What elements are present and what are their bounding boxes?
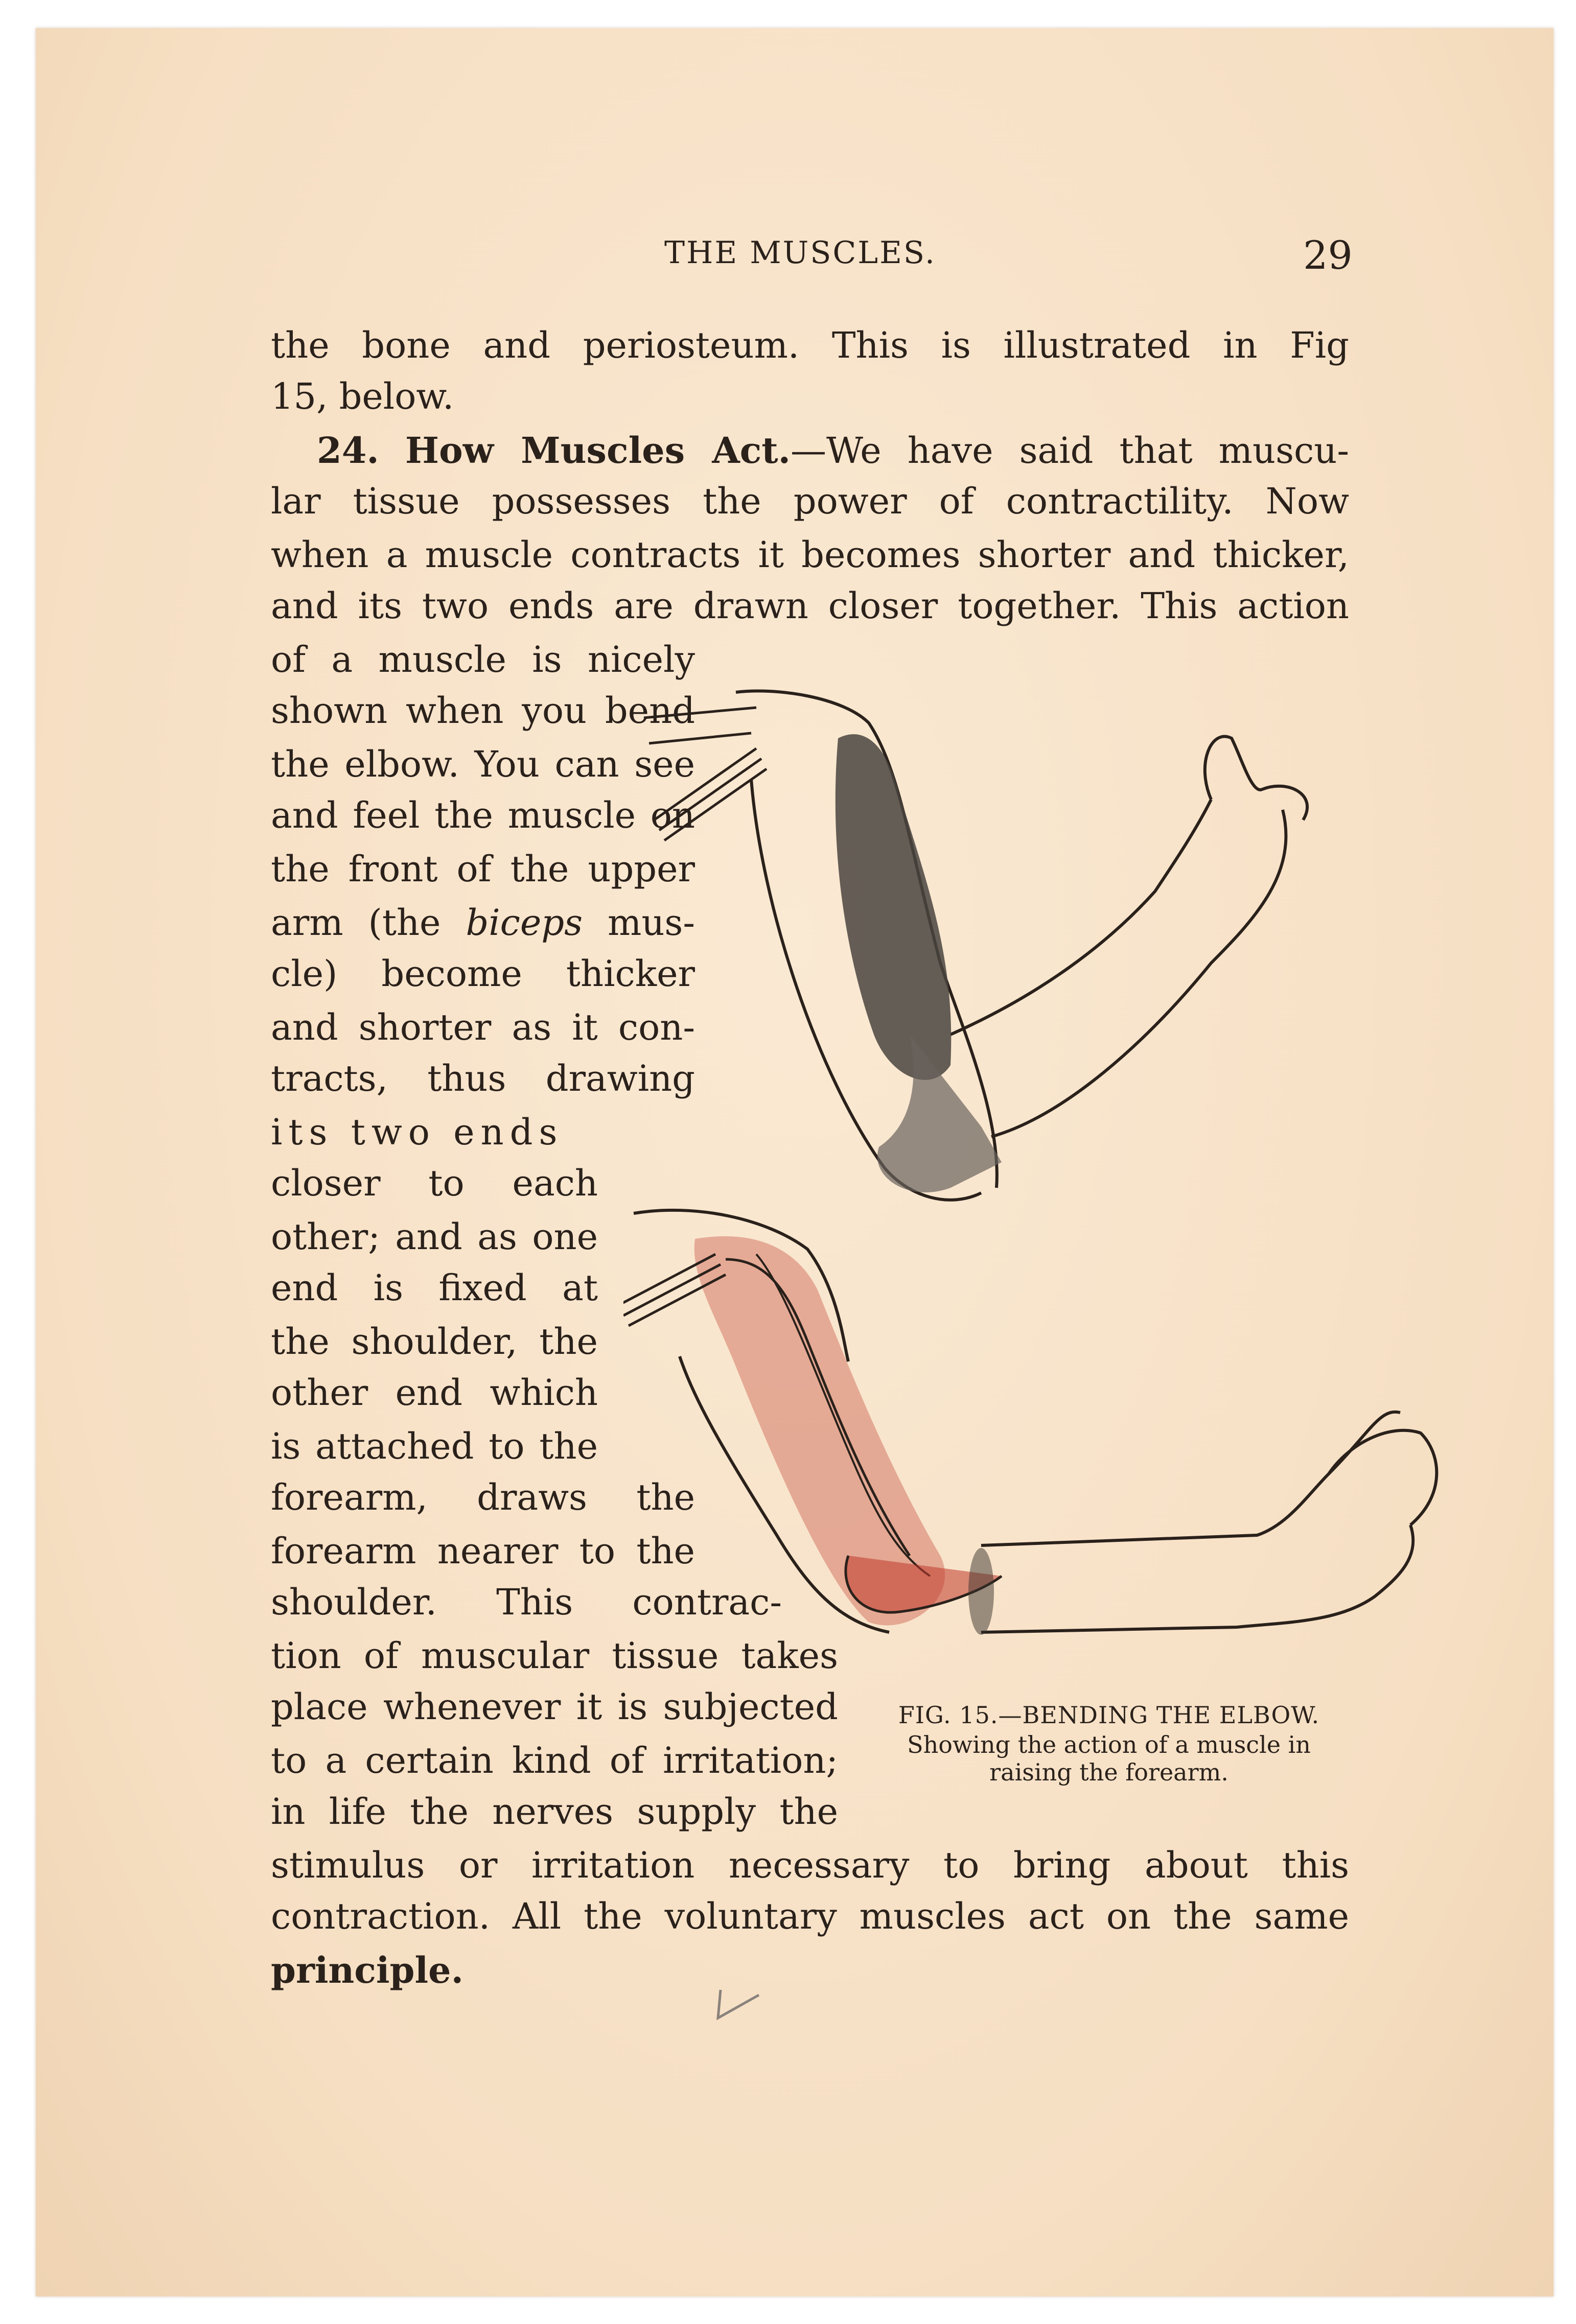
- text-line: is attached to the: [271, 1425, 598, 1467]
- text-span: mus-: [583, 902, 695, 944]
- text-line: of a muscle is nicely: [271, 639, 695, 680]
- text-line: tracts, thus drawing: [271, 1058, 695, 1099]
- text-line: other end which: [271, 1372, 598, 1414]
- text-span: arm (the: [271, 902, 466, 944]
- text-line: the elbow. You can see: [271, 743, 695, 785]
- text-line: shoulder. This contrac-: [271, 1581, 782, 1623]
- running-header: THE MUSCLES.: [664, 235, 936, 271]
- text-line: forearm nearer to the: [271, 1530, 695, 1572]
- text-line: other; and as one: [271, 1216, 598, 1258]
- text-line: the bone and periosteum. This is illustrated in Fig: [271, 324, 1349, 366]
- text-line: and its two ends are drawn closer together. This action: [271, 585, 1349, 627]
- text-line: in life the nerves supply the: [271, 1791, 838, 1833]
- figure-caption: [859, 1701, 1359, 1784]
- text-line: the front of the upper: [271, 848, 695, 890]
- text-line: cle) become thicker: [271, 953, 695, 995]
- text-line: place whenever it is subjected: [271, 1686, 838, 1728]
- text-line: 15, below.: [271, 375, 454, 417]
- text-line: to a certain kind of irritation;: [271, 1740, 838, 1781]
- figure-caption-line-2: raising the forearm.: [989, 1758, 1229, 1786]
- text-line: and feel the muscle on: [271, 794, 695, 836]
- figure-15-illustration: [623, 677, 1467, 1688]
- text-line: lar tissue possesses the power of contractility. Now: [271, 480, 1349, 522]
- section-number: 24.: [317, 429, 379, 472]
- text-line: end is fixed at: [271, 1267, 598, 1309]
- text-line: forearm, draws the: [271, 1476, 695, 1518]
- forearm-cut-section: [968, 1548, 994, 1635]
- text-line: the shoulder, the: [271, 1321, 598, 1363]
- emphasis-biceps: biceps: [466, 902, 583, 944]
- text-line: when a muscle contracts it becomes shorter and thicker,: [271, 534, 1349, 576]
- book-page: [36, 28, 1554, 2296]
- text-line: tion of muscular tissue takes: [271, 1635, 838, 1677]
- text-line: closer to each: [271, 1162, 598, 1204]
- section-title: How Muscles Act.: [405, 429, 791, 472]
- text-line: principle.: [271, 1949, 463, 1991]
- upper-arm-illustration: [736, 691, 1307, 1200]
- text-line: stimulus or irritation necessary to bring about this: [271, 1844, 1349, 1886]
- tendon-strands-upper: [644, 708, 767, 840]
- figure-label: FIG. 15.—BENDING THE ELBOW.: [898, 1701, 1320, 1729]
- biceps-gray-shape: [836, 734, 952, 1080]
- figure-caption-line-1: Showing the action of a muscle in: [907, 1731, 1311, 1758]
- section-heading-line: [271, 429, 1349, 472]
- text-line: its two ends: [271, 1111, 564, 1153]
- text-line: and shorter as it con-: [271, 1006, 695, 1048]
- text-line: shown when you bend: [271, 690, 695, 732]
- page-number: 29: [1303, 232, 1353, 278]
- text-line: contraction. All the voluntary muscles act on the same: [271, 1895, 1349, 1937]
- pencil-checkmark-icon: [715, 1980, 761, 2021]
- text-span: —We have said that muscu-: [790, 430, 1349, 472]
